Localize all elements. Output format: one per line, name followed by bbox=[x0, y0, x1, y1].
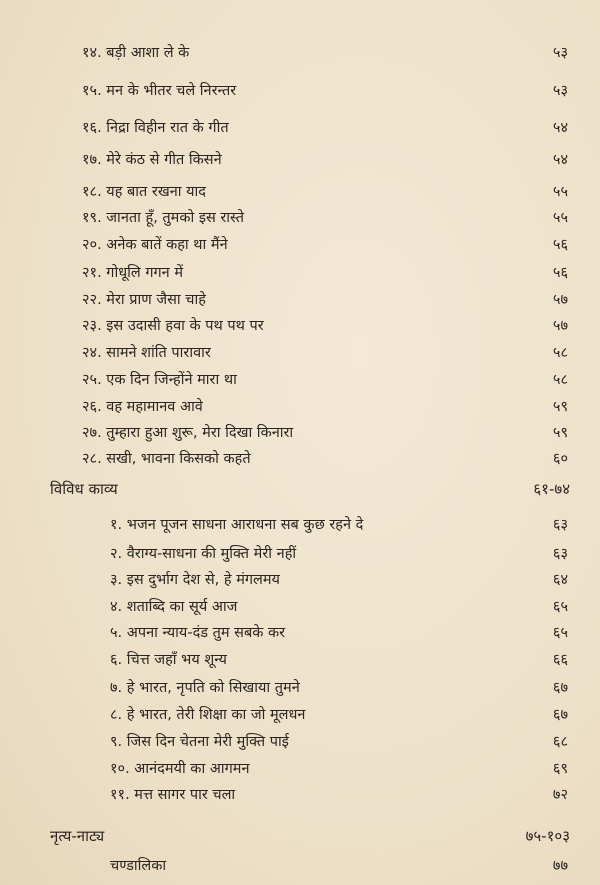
toc-entry bbox=[0, 232, 600, 258]
entry-title: ४. शताब्दि का सूर्य आज bbox=[110, 599, 238, 615]
toc-entry bbox=[0, 78, 600, 104]
entry-title: ३. इस दुर्भाग देश से, हे मंगलमय bbox=[110, 572, 280, 588]
entry-title: १७. मेरे कंठ से गीत किसने bbox=[82, 152, 222, 168]
entry-page: ७७ bbox=[552, 858, 568, 874]
entry-page: ६३ bbox=[552, 546, 568, 562]
toc-entry bbox=[0, 367, 600, 393]
entry-title: २७. तुम्हारा हुआ शुरू, मेरा दिखा किनारा bbox=[82, 425, 294, 441]
entry-title: ६. चित्त जहाँ भय शून्य bbox=[110, 652, 227, 668]
entry-title: १०. आनंदमयी का आगमन bbox=[110, 761, 250, 777]
entry-page: ५५ bbox=[552, 184, 568, 200]
toc-entry bbox=[0, 260, 600, 286]
toc-entry bbox=[0, 512, 600, 538]
entry-title: २१. गोधूलि गगन में bbox=[82, 265, 183, 281]
entry-page: ६५ bbox=[552, 625, 568, 641]
entry-title: ५. अपना न्याय-दंड तुम सबके कर bbox=[110, 625, 286, 641]
entry-title: १. भजन पूजन साधना आराधना सब कुछ रहने दे bbox=[110, 517, 364, 533]
toc-entry bbox=[0, 675, 600, 701]
entry-title: चण्डालिका bbox=[110, 858, 167, 874]
entry-page: ५८ bbox=[552, 372, 568, 388]
toc-entry bbox=[0, 782, 600, 808]
entry-title: १६. निद्रा विहीन रात के गीत bbox=[82, 120, 229, 136]
entry-page: ६४ bbox=[552, 572, 568, 588]
toc-entry bbox=[0, 313, 600, 339]
toc-entry bbox=[0, 446, 600, 472]
entry-title: १९. जानता हूँ, तुमको इस रास्ते bbox=[82, 210, 244, 226]
entry-title: ११. मत्त सागर पार चला bbox=[110, 787, 236, 803]
entry-page: ६८ bbox=[552, 734, 568, 750]
section-heading bbox=[0, 476, 600, 502]
toc-entry bbox=[0, 702, 600, 728]
entry-title: १४. बड़ी आशा ले के bbox=[82, 45, 190, 61]
entry-page: ५९ bbox=[552, 399, 568, 415]
entry-title: ९. जिस दिन चेतना मेरी मुक्ति पाई bbox=[110, 734, 289, 750]
section-page-range: ७५-१०३ bbox=[525, 827, 570, 845]
entry-page: ५६ bbox=[552, 237, 568, 253]
entry-page: ६७ bbox=[552, 680, 568, 696]
toc-entry bbox=[0, 394, 600, 420]
toc-entry bbox=[0, 729, 600, 755]
entry-page: ६३ bbox=[552, 517, 568, 533]
toc-entry bbox=[0, 205, 600, 231]
entry-title: १८. यह बात रखना याद bbox=[82, 184, 206, 200]
entry-title: २२. मेरा प्राण जैसा चाहे bbox=[82, 292, 206, 308]
section-page-range: ६१-७४ bbox=[533, 480, 570, 498]
toc-entry bbox=[0, 115, 600, 141]
section-heading bbox=[0, 823, 600, 849]
entry-title: २८. सखी, भावना किसको कहते bbox=[82, 451, 251, 467]
entry-page: ५३ bbox=[552, 45, 568, 61]
entry-page: ५७ bbox=[552, 318, 568, 334]
entry-page: ७२ bbox=[552, 787, 568, 803]
toc-entry bbox=[0, 756, 600, 782]
toc-entry bbox=[0, 853, 600, 879]
toc-entry bbox=[0, 179, 600, 205]
toc-entry bbox=[0, 287, 600, 313]
entry-title: २३. इस उदासी हवा के पथ पथ पर bbox=[82, 318, 264, 334]
toc-entry bbox=[0, 647, 600, 673]
entry-page: ६० bbox=[552, 451, 568, 467]
toc-entry bbox=[0, 541, 600, 567]
section-title: नृत्य-नाट्य bbox=[50, 827, 105, 845]
section-title: विविध काव्य bbox=[50, 480, 118, 498]
entry-title: २. वैराग्य-साधना की मुक्ति मेरी नहीं bbox=[110, 546, 297, 562]
entry-page: ५४ bbox=[552, 152, 568, 168]
toc-entry bbox=[0, 620, 600, 646]
toc-entry bbox=[0, 594, 600, 620]
entry-title: २६. वह महामानव आवे bbox=[82, 399, 203, 415]
entry-page: ५५ bbox=[552, 210, 568, 226]
entry-page: ५९ bbox=[552, 425, 568, 441]
entry-title: ७. हे भारत, नृपति को सिखाया तुमने bbox=[110, 680, 300, 696]
entry-title: २४. सामने शांति पारावार bbox=[82, 345, 211, 361]
entry-page: ६५ bbox=[552, 599, 568, 615]
entry-page: ५६ bbox=[552, 265, 568, 281]
entry-title: ८. हे भारत, तेरी शिक्षा का जो मूलधन bbox=[110, 707, 306, 723]
entry-page: ५३ bbox=[552, 83, 568, 99]
toc-entry bbox=[0, 420, 600, 446]
entry-page: ६७ bbox=[552, 707, 568, 723]
toc-entry bbox=[0, 567, 600, 593]
entry-title: १५. मन के भीतर चले निरन्तर bbox=[82, 83, 237, 99]
entry-page: ५८ bbox=[552, 345, 568, 361]
entry-page: ६९ bbox=[552, 761, 568, 777]
entry-page: ६६ bbox=[552, 652, 568, 668]
toc-entry bbox=[0, 40, 600, 66]
entry-page: ५४ bbox=[552, 120, 568, 136]
toc-entry bbox=[0, 340, 600, 366]
entry-page: ५७ bbox=[552, 292, 568, 308]
entry-title: २५. एक दिन जिन्होंने मारा था bbox=[82, 372, 237, 388]
toc-entry bbox=[0, 147, 600, 173]
entry-title: २०. अनेक बातें कहा था मैंने bbox=[82, 237, 228, 253]
